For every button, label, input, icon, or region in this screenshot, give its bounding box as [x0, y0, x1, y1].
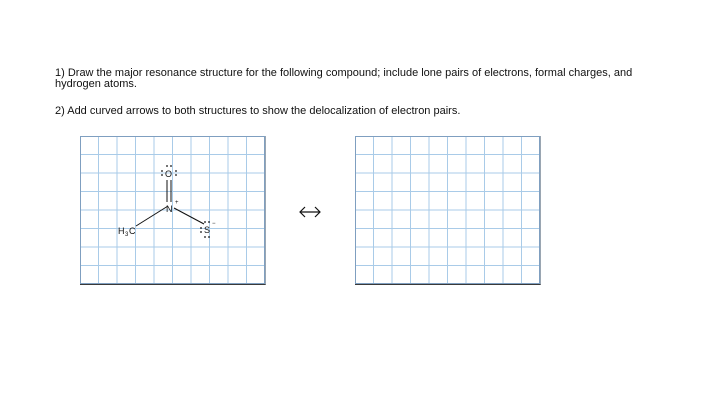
sulfur-lone-pair-dot — [200, 227, 202, 229]
oxygen-lone-pair-dot — [175, 170, 177, 172]
sulfur-lone-pair-dot — [208, 221, 210, 223]
sulfur-lone-pair-dot — [204, 236, 206, 238]
oxygen-lone-pair-dot — [161, 174, 163, 176]
sulfur-lone-pair-dot — [200, 231, 202, 233]
methyl-c-label: C — [129, 226, 136, 236]
oxygen-lone-pair-dot — [166, 165, 168, 167]
sulfur-charge: − — [212, 221, 216, 227]
question-1: 1) Draw the major resonance structure for the following compound; include lone pairs of electrons, formal charges, and hydrogen atoms. — [55, 67, 633, 90]
bond-c-n — [136, 206, 168, 226]
grid-resonance — [355, 136, 540, 284]
oxygen-label: O — [165, 169, 173, 179]
sulfur-lone-pair-dot — [204, 221, 206, 223]
nitrogen-charge: + — [175, 200, 179, 206]
oxygen-lone-pair-dot — [170, 165, 172, 167]
methyl-subscript: 3 — [125, 232, 129, 238]
methyl-h-label: H — [118, 226, 125, 236]
nitrogen-label: N — [166, 204, 173, 214]
oxygen-lone-pair-dot — [161, 170, 163, 172]
molecule-structure — [80, 136, 265, 284]
sulfur-label: S — [204, 225, 211, 235]
sulfur-lone-pair-dot — [208, 236, 210, 238]
bond-n-s — [174, 208, 204, 224]
oxygen-lone-pair-dot — [175, 174, 177, 176]
resonance-arrow — [296, 202, 324, 222]
question-2: 2) Add curved arrows to both structures to show the delocalization of electron pairs. — [55, 105, 461, 117]
drawing-canvas-resonance[interactable] — [355, 136, 541, 285]
